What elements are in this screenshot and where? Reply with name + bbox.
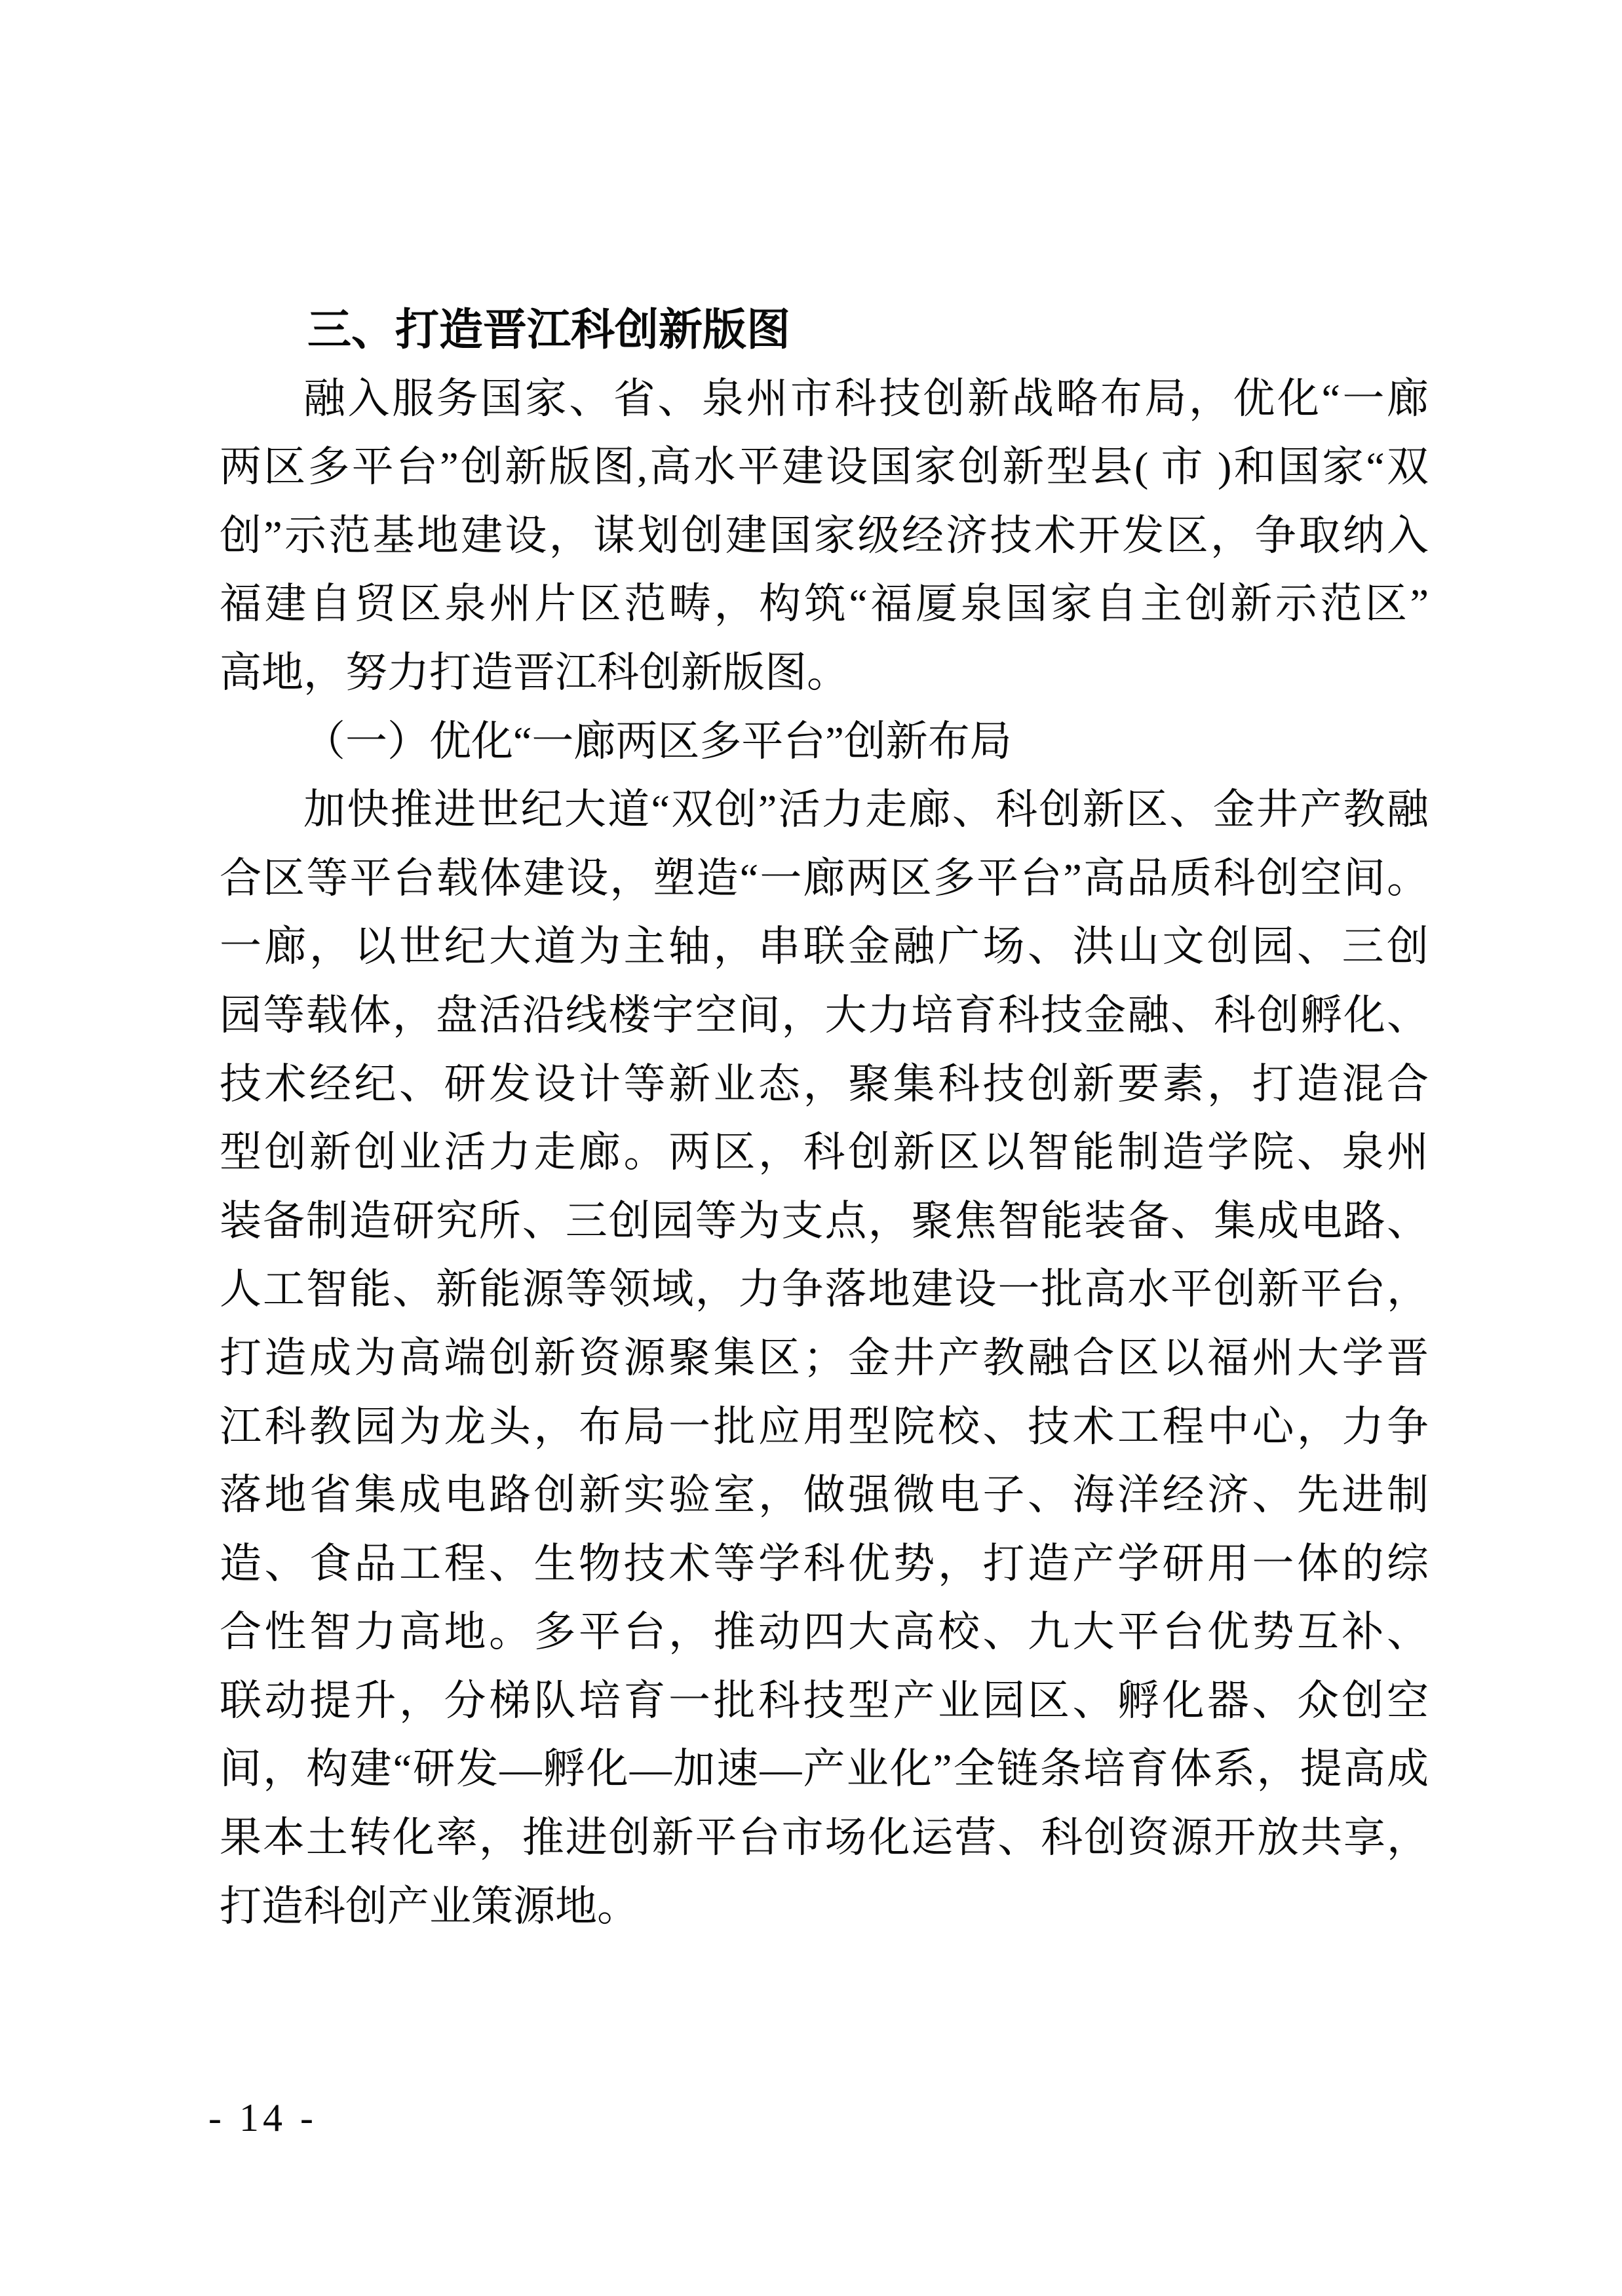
section-heading: 三、打造晋江科创新版图: [307, 305, 790, 354]
text-line: 装备制造研究所、三创园等为支点，聚焦智能装备、集成电路、: [220, 1197, 1429, 1244]
text-line: 江科教园为龙头，布局一批应用型院校、技术工程中心，力争: [220, 1403, 1429, 1450]
text-line: 果本土转化率，推进创新平台市场化运营、科创资源开放共享，: [220, 1814, 1429, 1862]
text-line: 合性智力高地。多平台，推动四大高校、九大平台优势互补、: [220, 1609, 1429, 1656]
text-line: 融入服务国家、省、泉州市科技创新战略布局，优化“一廊: [303, 375, 1429, 422]
page-number: - 14 -: [208, 2096, 317, 2139]
text-line: 型创新创业活力走廊。两区，科创新区以智能制造学院、泉州: [220, 1129, 1429, 1176]
text-line: 技术经纪、研发设计等新业态，聚集科技创新要素，打造混合: [220, 1060, 1429, 1107]
text-line: 间，构建“研发—孵化—加速—产业化”全链条培育体系，提高成: [220, 1746, 1429, 1793]
text-line: 造、食品工程、生物技术等学科优势，打造产学研用一体的综: [220, 1540, 1429, 1587]
text-line: 合区等平台载体建设，塑造“一廊两区多平台”高品质科创空间。: [220, 854, 1429, 902]
document-body: [220, 296, 1429, 1941]
text-line: 创”示范基地建设，谋划创建国家级经济技术开发区，争取纳入: [220, 512, 1429, 559]
text-line: 打造成为高端创新资源聚集区；金井产教融合区以福州大学晋: [220, 1334, 1429, 1381]
text-line: 打造科创产业策源地。: [220, 1883, 639, 1930]
subsection-heading: （一）优化“一廊两区多平台”创新布局: [303, 718, 1012, 765]
text-line: 人工智能、新能源等领域，力争落地建设一批高水平创新平台，: [220, 1266, 1429, 1313]
text-line: 福建自贸区泉州片区范畴，构筑“福厦泉国家自主创新示范区”: [220, 581, 1429, 628]
text-line: 两区多平台”创新版图,高水平建设国家创新型县( 市 )和国家“双: [220, 444, 1429, 491]
text-line: 落地省集成电路创新实验室，做强微电子、海洋经济、先进制: [220, 1472, 1429, 1519]
text-line: 一廊，以世纪大道为主轴，串联金融广场、洪山文创园、三创: [220, 923, 1429, 970]
text-line: 联动提升，分梯队培育一批科技型产业园区、孵化器、众创空: [220, 1677, 1429, 1724]
text-line: 加快推进世纪大道“双创”活力走廊、科创新区、金井产教融: [303, 786, 1429, 833]
text-line: 高地，努力打造晋江科创新版图。: [220, 649, 849, 696]
text-line: 园等载体，盘活沿线楼宇空间，大力培育科技金融、科创孵化、: [220, 991, 1429, 1039]
